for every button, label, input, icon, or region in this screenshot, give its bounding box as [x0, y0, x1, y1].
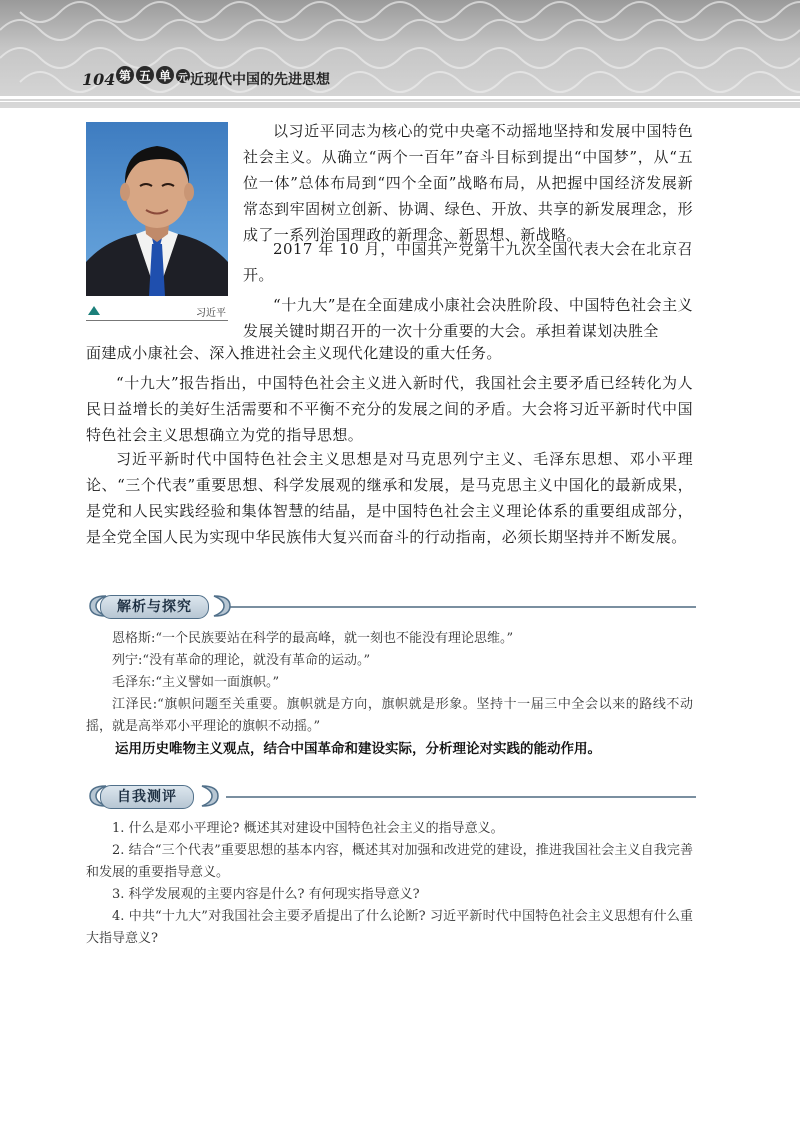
portrait-photo	[86, 122, 228, 296]
question-1: 1. 什么是邓小平理论? 概述其对建设中国特色社会主义的指导意义。	[112, 821, 504, 836]
portrait-caption	[86, 302, 228, 321]
question-4: 4. 中共“十九大”对我国社会主要矛盾提出了什么论断? 习近平新时代中国特色社会主义思想有什么重大指导意义?	[86, 909, 693, 946]
analysis-task: 运用历史唯物主义观点，结合中国革命和建设实际，分析理论对实践的能动作用。	[115, 741, 601, 757]
section-banner-analysis	[86, 590, 696, 622]
unit-char: 第	[116, 66, 134, 84]
page-header	[0, 0, 800, 108]
banner-line	[226, 796, 696, 798]
unit-char: 五	[136, 66, 154, 84]
unit-char: 元	[176, 69, 190, 83]
unit-label	[116, 66, 190, 84]
quote-mao: 毛泽东:“主义譬如一面旗帜。”	[112, 675, 280, 690]
question-3: 3. 科学发展观的主要内容是什么? 有何现实指导意义?	[112, 887, 420, 902]
paragraph-3-continued: 面建成小康社会、深入推进社会主义现代化建设的重大任务。	[86, 344, 502, 362]
header-divider-thin	[0, 101, 800, 102]
page-number: 104	[82, 70, 116, 89]
section-banner-test	[86, 780, 696, 812]
question-2: 2. 结合“三个代表”重要思想的基本内容，概述其对加强和改进党的建设，推进我国社会主义自我完善和发展的重要指导意义。	[86, 843, 693, 880]
section-title: 自我测评	[100, 785, 194, 809]
paragraph-4: “十九大”报告指出，中国特色社会主义进入新时代，我国社会主要矛盾已经转化为人民日益增长的美好生活需要和不平衡不充分的发展之间的矛盾。大会将习近平新时代中国特色社会主义思想确立为党的指导思想。	[86, 374, 693, 444]
unit-title: 近现代中国的先进思想	[190, 72, 330, 88]
cloud-ornament-icon	[212, 592, 234, 620]
quote-jiang: 江泽民:“旗帜问题至关重要。旗帜就是方向，旗帜就是形象。坚持十一届三中全会以来的路线不动摇，就是高举邓小平理论的旗帜不动摇。”	[86, 697, 693, 734]
unit-char: 单	[156, 66, 174, 84]
paragraph-2: 2017 年 10 月，中国共产党第十九次全国代表大会在北京召开。	[243, 240, 693, 284]
portrait-illustration	[86, 122, 228, 296]
triangle-icon	[88, 306, 100, 315]
paragraph-5: 习近平新时代中国特色社会主义思想是对马克思列宁主义、毛泽东思想、邓小平理论、“三个代表”重要思想、科学发展观的继承和发展，是马克思主义中国化的最新成果，是党和人民实践经验和集体智慧的结晶，是中国特色社会主义理论体系的重要组成部分，是全党全国人民为实现中华民族伟大复兴而奋斗的行动指南，必须长期坚持并不断发展。	[86, 450, 693, 546]
header-divider	[0, 96, 800, 99]
paragraph-3: “十九大”是在全面建成小康社会决胜阶段、中国特色社会主义发展关键时期召开的一次十分重要的大会。承担着谋划决胜全	[243, 296, 693, 340]
paragraph-1: 以习近平同志为核心的党中央毫不动摇地坚持和发展中国特色社会主义。从确立“两个一百年”奋斗目标到提出“中国梦”，从“五位一体”总体布局到“四个全面”战略布局，从把握中国经济发展新常态到牢固树立创新、协调、绿色、开放、共享的新发展理念，形成了一系列治国理政的新理念、新思想、新战略。	[243, 122, 693, 244]
quote-engels: 恩格斯:“一个民族要站在科学的最高峰，就一刻也不能没有理论思维。”	[112, 631, 514, 646]
cloud-ornament-icon	[200, 782, 222, 810]
section-title: 解析与探究	[100, 595, 209, 619]
caption-text: 习近平	[196, 308, 226, 319]
quote-lenin: 列宁:“没有革命的理论，就没有革命的运动。”	[112, 653, 371, 668]
banner-line	[226, 606, 696, 608]
